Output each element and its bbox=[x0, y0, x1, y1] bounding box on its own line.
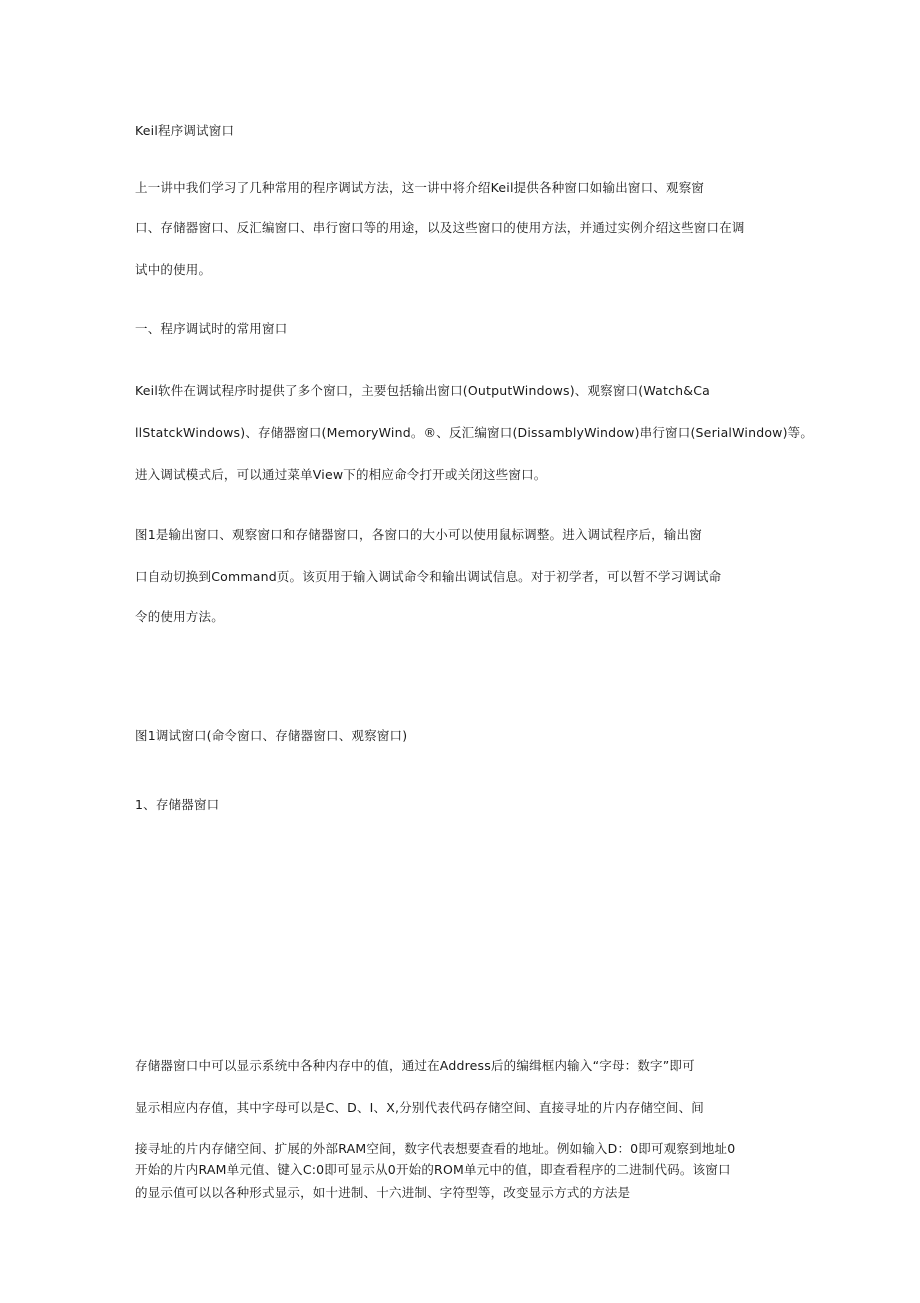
para3-line-1: 存储器窗口中可以显示系统中各种内存中的值，通过在Address后的编缉框内输入“字母：数字”即可 bbox=[135, 1058, 695, 1073]
document-title: Keil程序调试窗口 bbox=[135, 123, 235, 138]
para2-line-3: 令的使用方法。 bbox=[135, 609, 224, 624]
para2-line-1: 图1是输出窗口、观察窗口和存储器窗口，各窗口的大小可以使用鼠标调整。进入调试程序后，输出窗 bbox=[135, 527, 702, 542]
figure-caption: 图1调试窗口(命令窗口、存储器窗口、观察窗口) bbox=[135, 728, 408, 743]
intro-line-3: 试中的使用。 bbox=[135, 262, 212, 277]
para2-line-2: 口自动切换到Command页。该页用于输入调试命令和输出调试信息。对于初学者，可以暂不学习调试命 bbox=[135, 569, 722, 584]
para1-line-3: 进入调试模式后，可以通过菜单View下的相应命令打开或关闭这些窗口。 bbox=[135, 467, 547, 482]
para3-line-2: 显示相应内存值，其中字母可以是C、D、I、X,分别代表代码存储空间、直接寻址的片内存储空间、间 bbox=[135, 1100, 704, 1115]
para1-line-2: llStatckWindows)、存储器窗口(MemoryWind。®、反汇编窗口(DissamblyWindow)串行窗口(SerialWindow)等。 bbox=[135, 425, 814, 440]
para3-line-5: 的显示值可以以各种形式显示，如十进制、十六进制、字符型等，改变显示方式的方法是 bbox=[135, 1185, 631, 1200]
section-heading: 一、程序调试时的常用窗口 bbox=[135, 321, 288, 336]
para1-line-1: Keil软件在调试程序时提供了多个窗口，主要包括输出窗口(OutputWindows)、观察窗口(Watch&Ca bbox=[135, 383, 711, 398]
para3-line-4: 开始的片内RAM单元值、键入C:0即可显示从0开始的ROM单元中的值，即查看程序的二进制代码。该窗口 bbox=[135, 1162, 731, 1177]
para3-line-3: 接寻址的片内存储空间、扩展的外部RAM空间，数字代表想要查看的地址。例如输入D：0即可观察到地址0 bbox=[135, 1141, 736, 1156]
intro-line-1: 上一讲中我们学习了几种常用的程序调试方法，这一讲中将介绍Keil提供各种窗口如输出窗口、观察窗 bbox=[135, 180, 705, 195]
intro-line-2: 口、存储器窗口、反汇编窗口、串行窗口等的用途，以及这些窗口的使用方法，并通过实例介绍这些窗口在调 bbox=[135, 220, 745, 235]
subsection-heading: 1、存储器窗口 bbox=[135, 797, 220, 812]
